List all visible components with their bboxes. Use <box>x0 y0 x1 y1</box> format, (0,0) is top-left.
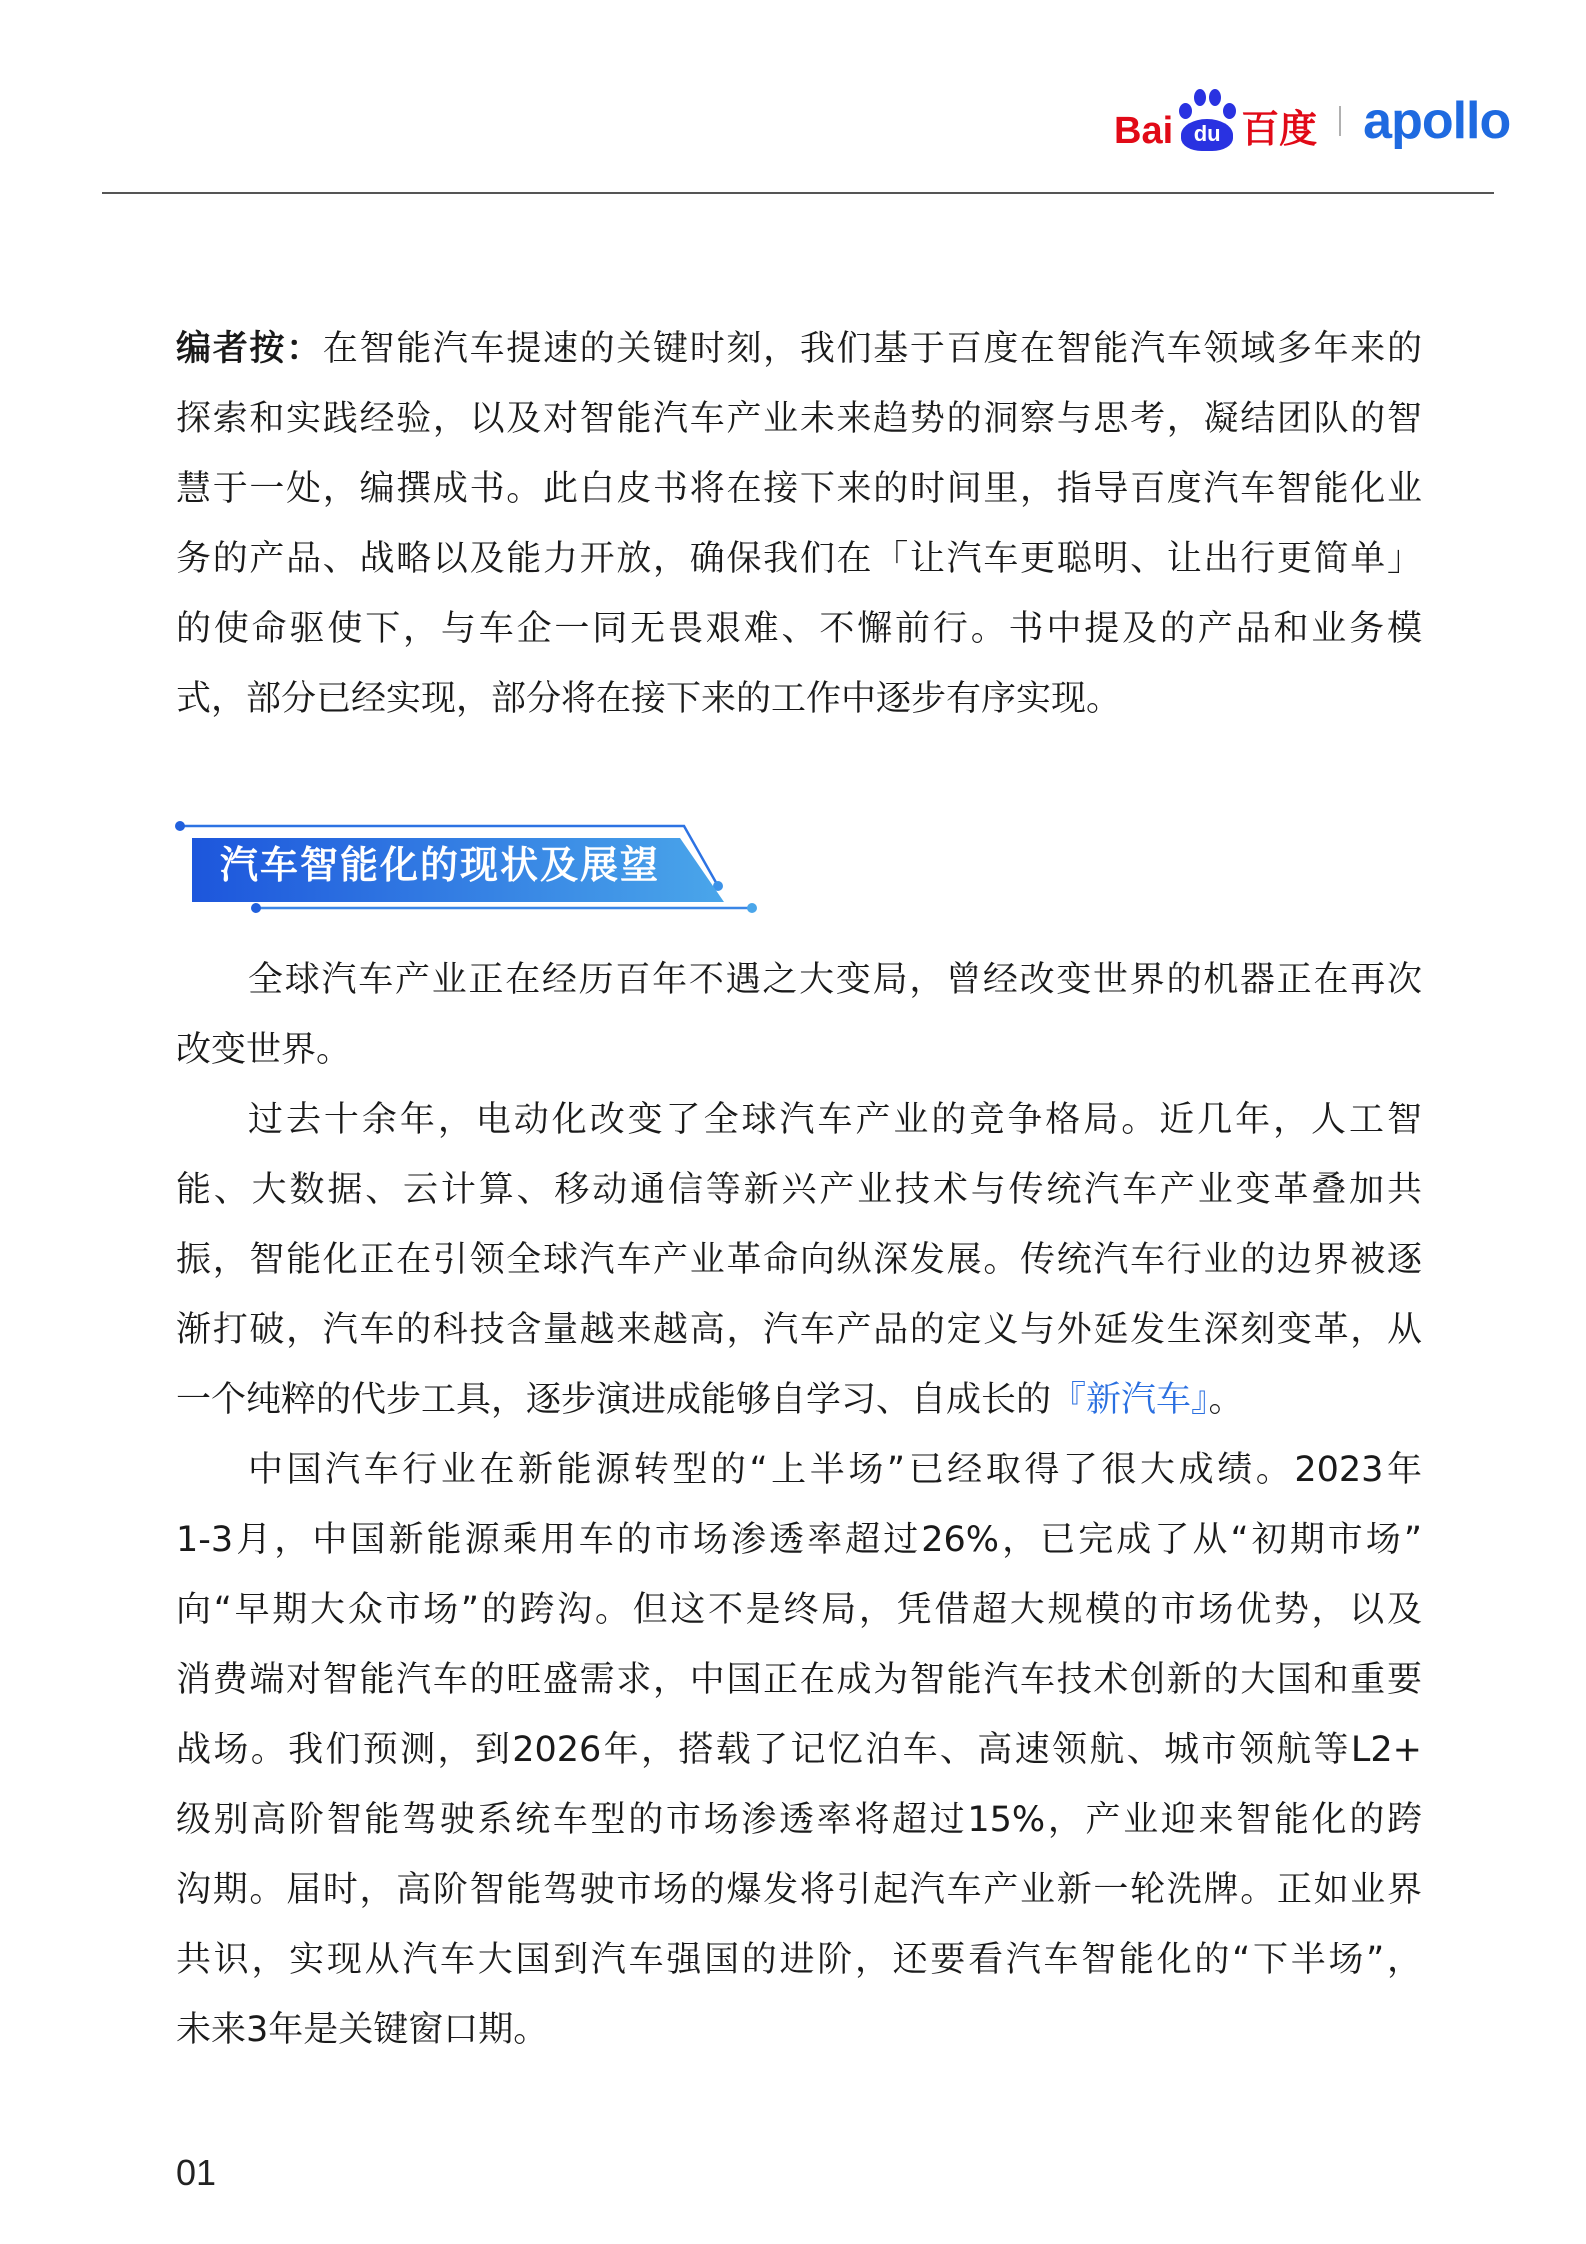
paragraph-line: 1-3月，中国新能源乘用车的市场渗透率超过26%，已完成了从“初期市场” <box>176 1520 1422 1560</box>
apollo-logo: apollo <box>1363 92 1511 150</box>
baidu-logo-bai: Bai <box>1114 110 1174 152</box>
paragraph-line: 未来3年是关键窗口期。 <box>176 2010 549 2050</box>
editor-note-line: 慧于一处，编撰成书。此白皮书将在接下来的时间里，指导百度汽车智能化业 <box>176 469 1422 509</box>
paragraph-line: 向“早期大众市场”的跨沟。但这不是终局，凭借超大规模的市场优势，以及 <box>176 1590 1422 1630</box>
paragraph-line: 过去十余年，电动化改变了全球汽车产业的竞争格局。近几年，人工智 <box>248 1100 1422 1140</box>
highlight-new-car: 『新汽车』 <box>1051 1380 1209 1420</box>
baidu-paw-icon <box>1175 89 1239 153</box>
header-logos <box>1114 86 1510 156</box>
editor-note-line: 的使命驱使下，与车企一同无畏艰难、不懈前行。书中提及的产品和业务模 <box>176 609 1422 649</box>
editor-note-line: 式，部分已经实现，部分将在接下来的工作中逐步有序实现。 <box>176 679 1122 719</box>
paragraph-line: 改变世界。 <box>176 1030 352 1070</box>
body-text <box>176 945 1422 2065</box>
baidu-logo-du: du <box>1181 119 1233 151</box>
editor-note-line: 探索和实践经验，以及对智能汽车产业未来趋势的洞察与思考，凝结团队的智 <box>176 399 1422 439</box>
paragraph-line: 振，智能化正在引领全球汽车产业革命向纵深发展。传统汽车行业的边界被逐 <box>176 1240 1422 1280</box>
paragraph-text: 一个纯粹的代步工具，逐步演进成能够自学习、自成长的 <box>176 1380 1052 1420</box>
paragraph-line: 战场。我们预测，到2026年，搭载了记忆泊车、高速领航、城市领航等L2+ <box>176 1730 1422 1770</box>
editor-note-line: 务的产品、战略以及能力开放，确保我们在「让汽车更聪明、让出行更简单」 <box>176 539 1422 579</box>
paragraph-line: 渐打破，汽车的科技含量越来越高，汽车产品的定义与外延发生深刻变革，从 <box>176 1310 1422 1350</box>
baidu-logo <box>1114 89 1317 153</box>
editor-note-line: 在智能汽车提速的关键时刻，我们基于百度在智能汽车领域多年来的 <box>322 329 1422 369</box>
paragraph-line: 消费端对智能汽车的旺盛需求，中国正在成为智能汽车技术创新的大国和重要 <box>176 1660 1422 1700</box>
paragraph-line: 共识，实现从汽车大国到汽车强国的进阶，还要看汽车智能化的“下半场”， <box>176 1940 1422 1980</box>
baidu-logo-chinese: 百度 <box>1241 109 1318 151</box>
header-rule <box>102 192 1494 194</box>
editor-note <box>176 314 1422 734</box>
section-heading <box>172 818 772 918</box>
paragraph-line: 级别高阶智能驾驶系统车型的市场渗透率将超过15%，产业迎来智能化的跨 <box>176 1800 1422 1840</box>
paragraph-text: 。 <box>1208 1380 1244 1420</box>
paragraph-line <box>176 1365 1422 1435</box>
section-title: 汽车智能化的现状及展望 <box>220 843 661 887</box>
paragraph-line: 全球汽车产业正在经历百年不遇之大变局，曾经改变世界的机器正在再次 <box>248 960 1422 1000</box>
editor-note-label: 编者按： <box>176 329 323 369</box>
paragraph-line: 能、大数据、云计算、移动通信等新兴产业技术与传统汽车产业变革叠加共 <box>176 1170 1422 1210</box>
logo-divider <box>1339 106 1341 136</box>
page-number: 01 <box>176 2152 217 2193</box>
paragraph-line: 中国汽车行业在新能源转型的“上半场”已经取得了很大成绩。2023年 <box>248 1450 1422 1490</box>
paragraph-line: 沟期。届时，高阶智能驾驶市场的爆发将引起汽车产业新一轮洗牌。正如业界 <box>176 1870 1422 1910</box>
